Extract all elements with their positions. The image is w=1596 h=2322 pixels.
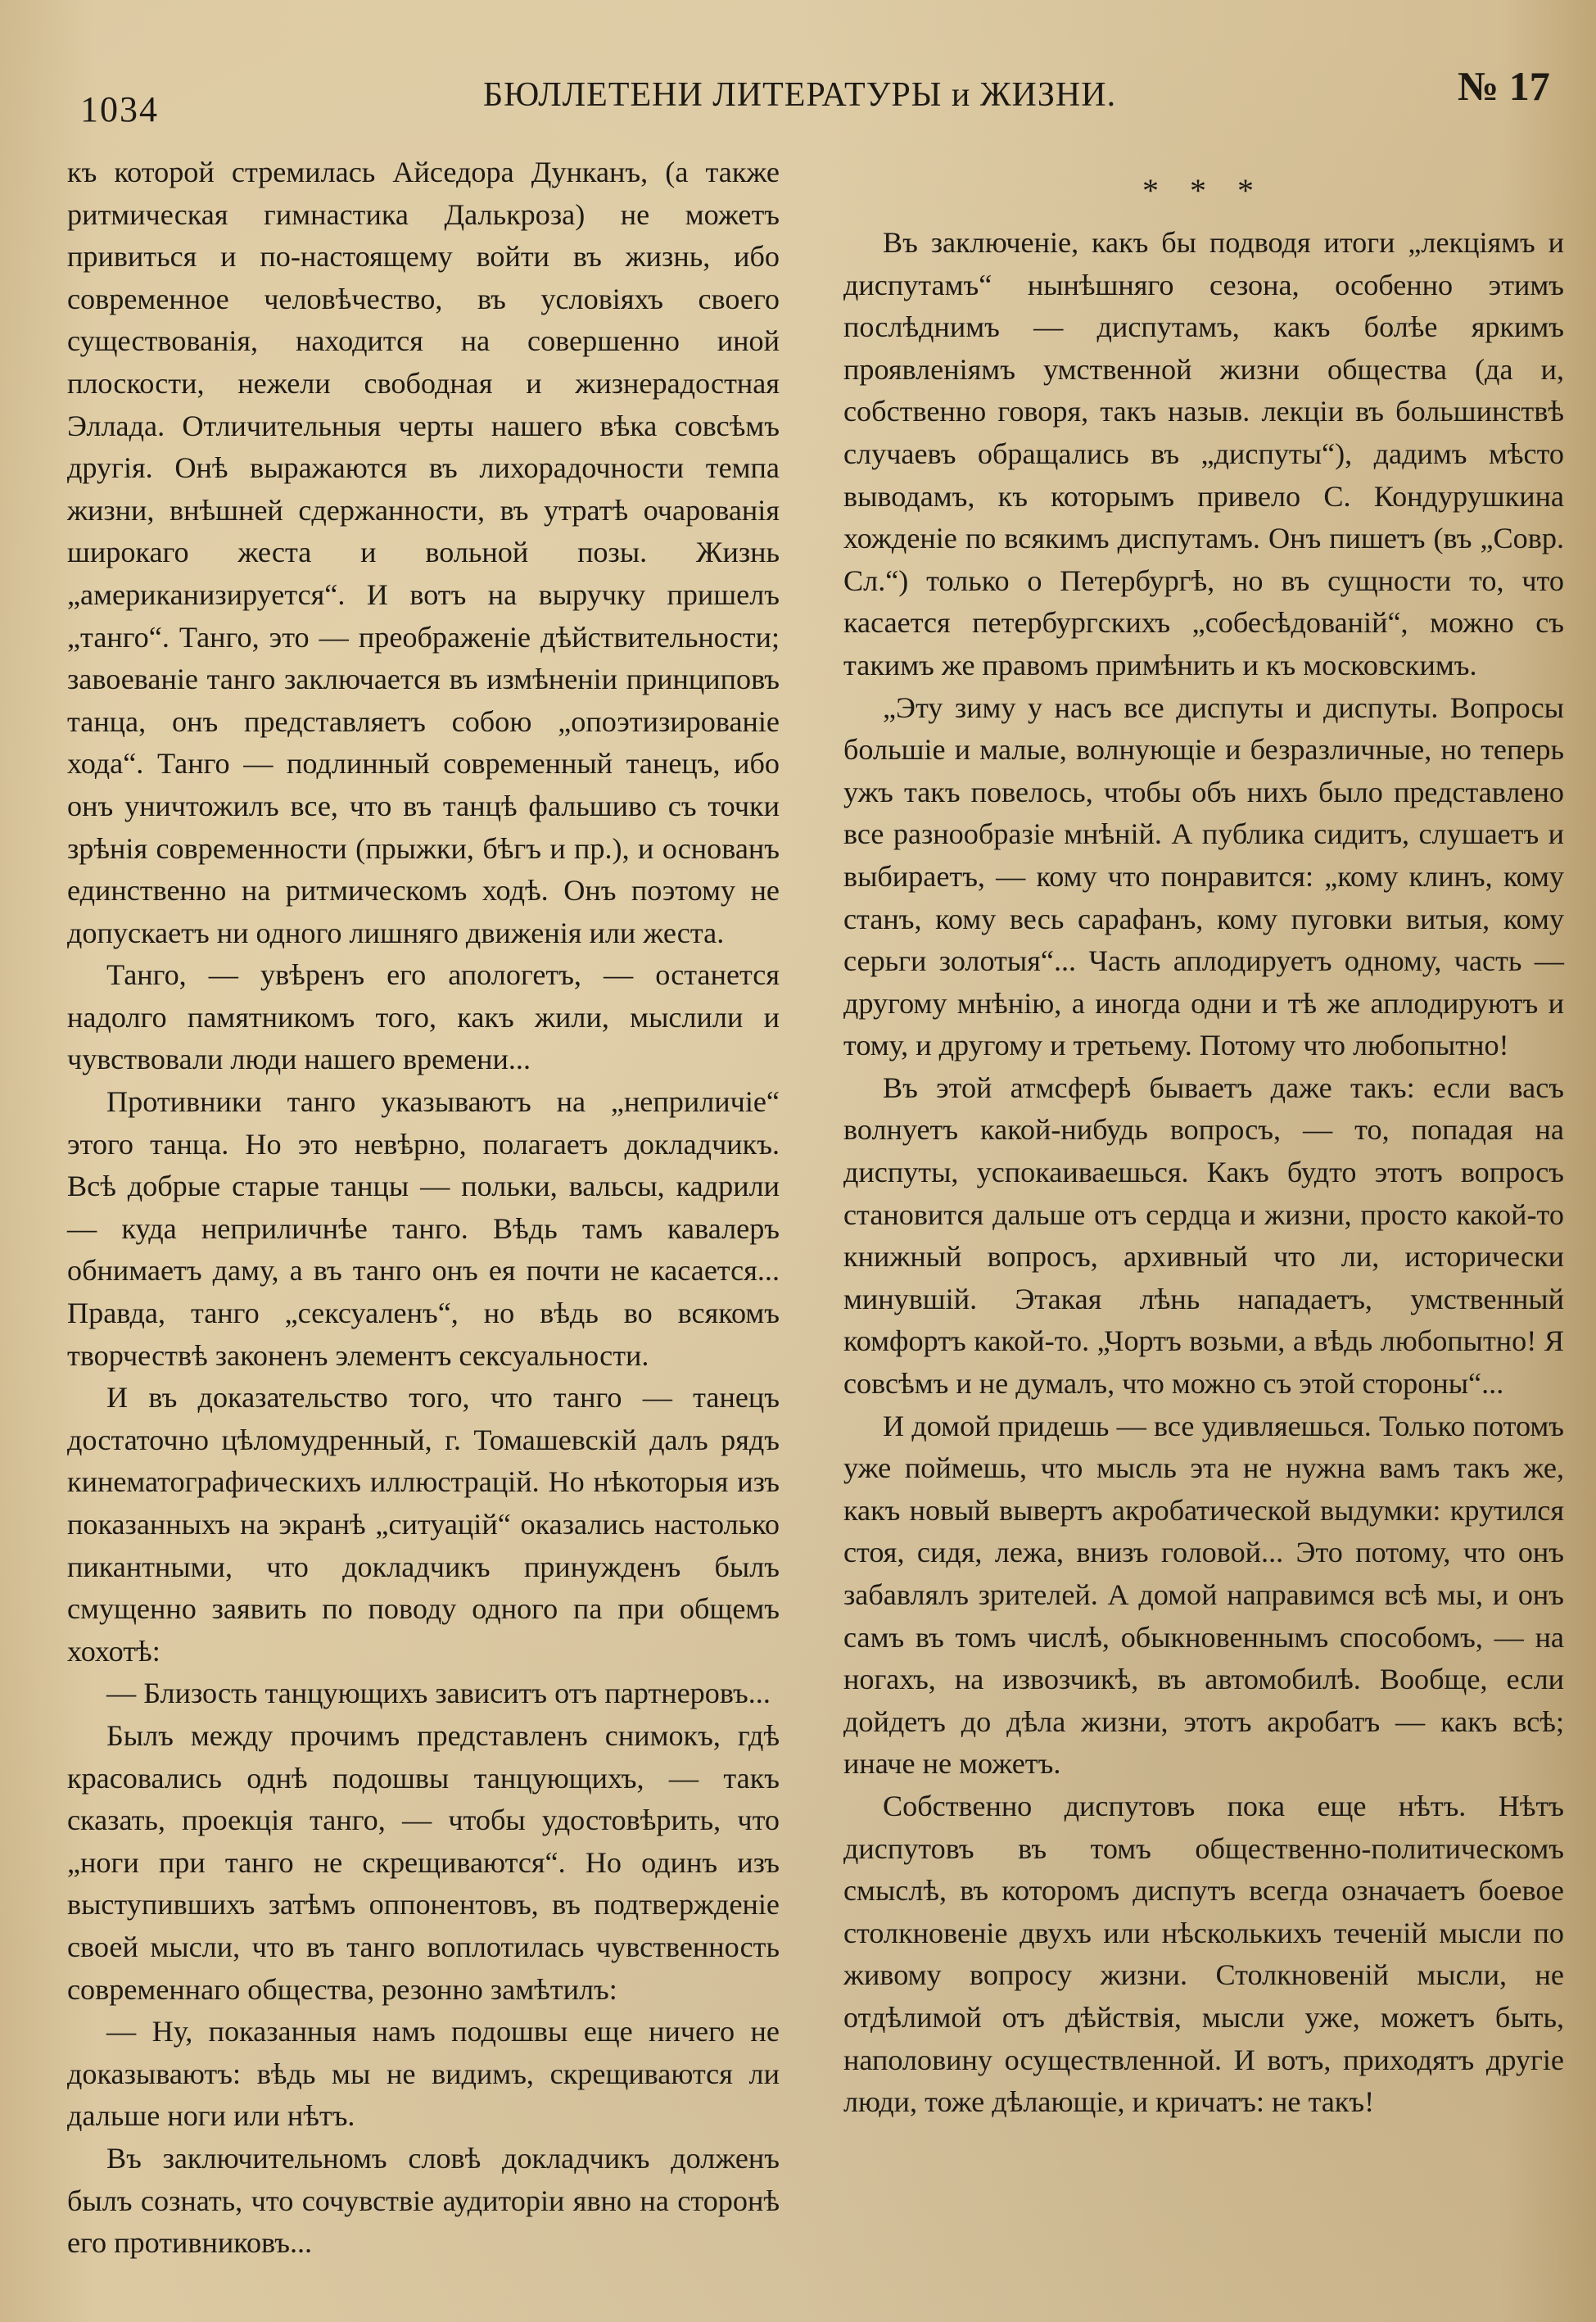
paragraph: Въ этой атмсферѣ бываетъ даже такъ: если васъ волнуетъ какой-нибудь вопросъ, — то, попадая на диспуты, успокаиваешься. Какъ будто этотъ вопросъ становится дальше отъ сердца и жизни, просто какой-то книжный вопросъ, архивный что ли, исторически минувшій. Этакая лѣнь нападаетъ, умственный комфортъ какой-то. „Чортъ возьми, а вѣдь любопытно! Я совсѣмъ и не думалъ, что можно съ этой стороны“... <box>843 1070 1564 1401</box>
right-column <box>843 168 1564 2124</box>
paragraph: — Близость танцующихъ зависитъ отъ партнеровъ... <box>106 1677 771 1710</box>
paragraph: Въ заключеніе, какъ бы подводя итоги „лекціямъ и диспутамъ“ нынѣшняго сезона, особенно этимъ послѣднимъ — диспутамъ, какъ болѣе яркимъ проявленіямъ умственной жизни общества (да и, собственно говоря, такъ назыв. лекціи въ большинствѣ случаевъ обращались въ „диспуты“), дадимъ мѣсто выводамъ, къ которымъ привело С. Кондурушкина хожденіе по всякимъ диспутамъ. Онъ пишетъ (въ „Совр. Сл.“) только о Петербургѣ, но въ сущности то, что касается петербургскихъ „собесѣдованій“, можно съ такимъ же правомъ примѣнить и къ московскимъ. <box>843 226 1564 681</box>
paragraph: Былъ между прочимъ представленъ снимокъ, гдѣ красовались однѣ подошвы танцующихъ, — такъ сказать, проекція танго, — чтобы удостовѣрить, что „ноги при танго не скрещиваются“. Но одинъ изъ выступившихъ затѣмъ оппонентовъ, въ подтвержденіе своей мысли, что въ танго воплотилась чувственность современнаго общества, резонно замѣтилъ: <box>67 1718 780 2006</box>
issue-number: № 17 <box>1458 63 1550 109</box>
paragraph: И домой придешь — все удивляешься. Только потомъ уже поймешь, что мысль эта не нужна вамъ такъ же, какъ новый вывертъ акробатической выдумки: крутился стоя, сидя, лежа, внизъ головой... Это потому, что онъ забавлялъ зрителей. А домой направимся всѣ мы, и онъ самъ въ томъ числѣ, обыкновеннымъ способомъ, — на ногахъ, на извозчикѣ, въ автомобилѣ. Вообще, если дойдетъ до дѣла жизни, этотъ акробатъ — какъ всѣ; иначе не можетъ. <box>843 1409 1564 1781</box>
paragraph: „Эту зиму у насъ все диспуты и диспуты. Вопросы большіе и малые, волнующіе и безразличные, но теперь ужъ такъ повелось, чтобы объ нихъ было представлено все разнообразіе мнѣній. А публика сидитъ, слушаетъ и выбираетъ, — кому что понравится: „кому клинъ, кому станъ, кому весь сарафанъ, кому пуговки витыя, кому серьги золотыя“... Часть аплодируетъ одному, часть — другому мнѣнію, а иногда одни и тѣ же аплодируютъ и тому, и другому и третьему. Потому что любопытно! <box>843 690 1564 1062</box>
paragraph: Танго, — увѣренъ его апологетъ, — останется надолго памятникомъ того, какъ жили, мыслили и чувствовали люди нашего времени... <box>67 958 780 1076</box>
page-header <box>0 57 1596 131</box>
paragraph: къ которой стремилась Айседора Дунканъ, (а также ритмическая гимнастика Далькроза) не можетъ привиться и по-настоящему войти въ жизнь, ибо современное человѣчество, въ условіяхъ своего существованія, находится на совершенно иной плоскости, нежели свободная и жизнерадостная Эллада. Отличительныя черты нашего вѣка совсѣмъ другія. Онѣ выражаются въ лихорадочности темпа жизни, внѣшней сдержанности, въ утратѣ очарованія широкаго жеста и вольной позы. Жизнь „американизируется“. И вотъ на выручку пришелъ „танго“. Танго, это — преображеніе дѣйствительности; завоеваніе танго заключается въ измѣненіи принциповъ танца, онъ представляетъ собою „опоэтизированіе хода“. Танго — подлинный современный танецъ, ибо онъ уничтожилъ все, что въ танцѣ фальшиво съ точки зрѣнія современности (прыжки, бѣгъ и пр.), и основанъ единственно на ритмическомъ ходѣ. Онъ поэтому не допускаетъ ни одного лишняго движенія или жеста. <box>67 156 780 949</box>
page-number: 1034 <box>80 89 159 129</box>
paragraph: Противники танго указываютъ на „неприличіе“ этого танца. Но это невѣрно, полагаетъ докладчикъ. Всѣ добрые старые танцы — польки, вальсы, кадрили — куда неприличнѣе танго. Вѣдь тамъ кавалеръ обнимаетъ даму, а въ танго онъ ея почти не касается... Правда, танго „сексуаленъ“, но вѣдь во всякомъ творчествѣ законенъ элементъ сексуальности. <box>67 1085 780 1372</box>
paragraph: И въ доказательство того, что танго — танецъ достаточно цѣломудренный, г. Томашевскій далъ рядъ кинематографическихъ иллюстрацій. Но нѣкоторыя изъ показанныхъ на экранѣ „ситуацій“ оказались настолько пикантными, что докладчикъ принужденъ былъ смущенно заявить по поводу одного па при общемъ хохотѣ: <box>67 1381 780 1668</box>
paragraph: — Ну, показанныя намъ подошвы еще ничего не доказываютъ: вѣдь мы не видимъ, скрещиваются ли дальше ноги или нѣтъ. <box>67 2015 780 2133</box>
paragraph: Собственно диспутовъ пока еще нѣтъ. Нѣтъ диспутовъ въ томъ общественно-политическомъ смыслѣ, въ которомъ диспутъ всегда означаетъ боевое столкновеніе двухъ или нѣсколькихъ теченій мысли по живому вопросу жизни. Столкновеній мысли, не отдѣлимой отъ дѣйствія, мысли уже, можетъ быть, наполовину осуществленной. И вотъ, приходятъ другіе люди, тоже дѣлающіе, и кричатъ: не такъ! <box>843 1789 1564 2119</box>
left-column <box>67 152 780 2265</box>
asterism-separator: * * * <box>1142 172 1265 209</box>
paragraph: Въ заключительномъ словѣ докладчикъ долженъ былъ сознать, что сочувствіе аудиторіи явно на сторонѣ его противниковъ... <box>67 2141 780 2260</box>
running-title: БЮЛЛЕТЕНИ ЛИТЕРАТУРЫ и ЖИЗНИ. <box>483 76 1117 114</box>
